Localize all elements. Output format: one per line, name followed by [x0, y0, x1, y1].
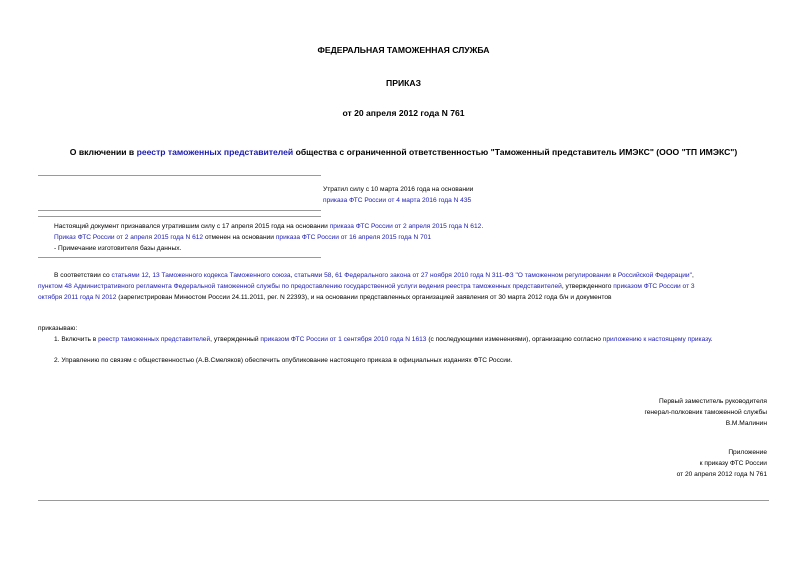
registry-link[interactable]: реестр таможенных представителей: [136, 147, 294, 157]
validity-end: .: [481, 223, 484, 230]
federal-law-link[interactable]: 61 Федерального закона от 27 ноября 2010 года N 311-ФЗ "О таможенном регулировании в Российской Федерации": [335, 272, 692, 279]
signature-block: [644, 396, 767, 429]
preamble-line-1: [54, 270, 694, 281]
validity-note: [54, 221, 483, 254]
appendix-block: [677, 447, 767, 480]
validity-text: Настоящий документ признавался утратившим силу с 17 апреля 2015 года на основании: [54, 223, 330, 230]
document-date-number: от 20 апреля 2012 года N 761: [342, 108, 465, 118]
preamble-sep: ,: [331, 272, 336, 279]
divider: [38, 216, 321, 217]
signature-rank: генерал-полковник таможенной службы: [644, 409, 767, 416]
agency-name: ФЕДЕРАЛЬНАЯ ТАМОЖЕННАЯ СЛУЖБА: [317, 45, 490, 55]
signature-position: Первый заместитель руководителя: [658, 398, 767, 405]
preamble-line-3: [38, 292, 612, 303]
db-note: - Примечание изготовителя базы данных.: [54, 245, 182, 252]
document-title: [0, 147, 807, 157]
status-note-text: Утратил силу с 10 марта 2016 года на основании: [323, 186, 474, 193]
title-suffix: общества с ограниченной ответственностью "Таможенный представитель ИМЭКС" (ООО "ТП ИМЭКС"): [293, 147, 738, 157]
appendix-ref: к приказу ФТС России: [699, 460, 767, 467]
divider: [38, 257, 321, 258]
order-item-1: [54, 334, 713, 345]
article-12-link[interactable]: статьями 12: [111, 272, 149, 279]
validity-line-2: [54, 232, 483, 243]
preamble-sep: ,: [691, 272, 694, 279]
appendix-title: Приложение: [728, 449, 767, 456]
order-612-link[interactable]: приказа ФТС России от 2 апреля 2015 года N 612: [329, 223, 482, 230]
repeal-order-link[interactable]: приказа ФТС России от 4 марта 2016 года N 435: [323, 197, 472, 204]
document-type: ПРИКАЗ: [386, 78, 421, 88]
admin-regulation-link[interactable]: пунктом 48 Административного регламента Федеральной таможенной службы по предоставлению государственной услуги ведения реестра таможенных представителей: [38, 283, 562, 290]
order-2012-link-2[interactable]: октября 2011 года N 2012: [38, 294, 117, 301]
order-text: .: [710, 336, 713, 343]
validity-line-1: [54, 221, 483, 232]
order-text: , утвержденный: [210, 336, 261, 343]
preamble-line-2: [38, 281, 695, 292]
title-prefix: О включении в: [69, 147, 137, 157]
order-text: 1. Включить в: [54, 336, 99, 343]
article-58-link[interactable]: статьями 58: [294, 272, 332, 279]
status-note: [323, 184, 473, 206]
preamble-text: , утвержденного: [561, 283, 614, 290]
divider: [38, 210, 321, 211]
order-2012-link[interactable]: приказом ФТС России от 3: [613, 283, 695, 290]
preamble-text: В соответствии со: [54, 272, 112, 279]
order-item-2: 2. Управлению по связям с общественностью (А.В.Смеляков) обеспечить опубликование настоящего приказа в официальных изданиях ФТС России.: [54, 357, 513, 364]
validity-text-2: отменен на основании: [203, 234, 276, 241]
order-heading: приказываю:: [38, 325, 78, 332]
order-1613-link[interactable]: приказом ФТС России от 1 сентября 2010 года N 1613: [260, 336, 427, 343]
order-text: (с последующими изменениями), организацию согласно: [426, 336, 603, 343]
preamble-sep: ,: [290, 272, 295, 279]
preamble-text: (зарегистрирован Минюстом России 24.11.2011, рег. N 22393), и на основании представленных организацией заявления от 30 марта 2012 года б/н и документов: [116, 294, 612, 301]
customs-code-link[interactable]: 13 Таможенного кодекса Таможенного союза: [152, 272, 291, 279]
appendix-date: от 20 апреля 2012 года N 761: [676, 471, 767, 478]
signature-name: В.М.Малинин: [725, 420, 767, 427]
preamble-sep: ,: [148, 272, 153, 279]
appendix-link[interactable]: приложению к настоящему приказу: [602, 336, 711, 343]
order-612-link-2[interactable]: Приказ ФТС России от 2 апреля 2015 года N 612: [54, 234, 204, 241]
order-701-link[interactable]: приказа ФТС России от 16 апреля 2015 года N 701: [275, 234, 432, 241]
bottom-divider: [38, 500, 769, 501]
divider: [38, 175, 321, 176]
registry-link-2[interactable]: реестр таможенных представителей: [98, 336, 211, 343]
